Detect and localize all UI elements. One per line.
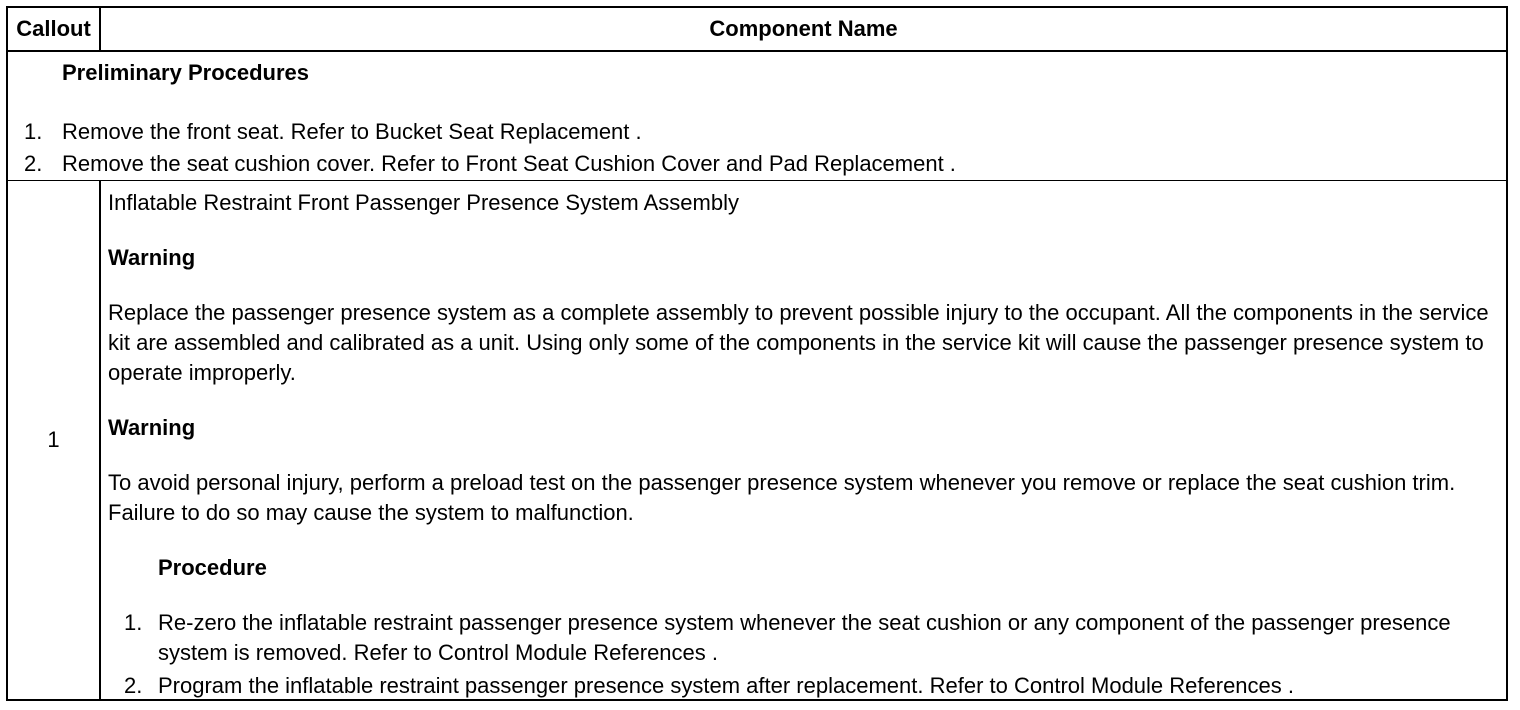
list-item: [108, 671, 1498, 701]
callout-column-header: Callout: [8, 8, 101, 50]
warning-text: To avoid personal injury, perform a preload test on the passenger presence system whenever you remove or replace the seat cushion trim. Failure to do so may cause the system to malfunction.: [108, 470, 1456, 525]
warning-heading: Warning: [108, 245, 196, 270]
procedure-table: [6, 6, 1508, 701]
step-number: 2.: [24, 151, 43, 176]
warning-text: Replace the passenger presence system as a complete assembly to prevent possible injury to the occupant. All the components in the service kit are assembled and calibrated as a unit. Using only some of the components in the service kit will cause the passenger presence system to operate improperly.: [108, 300, 1489, 385]
step-text: Re-zero the inflatable restraint passenger presence system whenever the seat cushion or any component of the passenger presence system is removed. Refer to Control Module References .: [158, 610, 1451, 665]
list-item: [8, 116, 956, 148]
preliminary-steps-list: [8, 116, 956, 180]
step-text: Remove the seat cushion cover. Refer to Front Seat Cushion Cover and Pad Replacement .: [62, 151, 956, 176]
list-item: [8, 148, 956, 180]
callout-cell: 1: [8, 180, 101, 699]
list-item: [108, 608, 1498, 668]
step-text: Remove the front seat. Refer to Bucket Seat Replacement .: [62, 119, 642, 144]
step-text: Program the inflatable restraint passenger presence system after replacement. Refer to Control Module References .: [158, 673, 1294, 698]
step-number: 1.: [24, 119, 43, 144]
component-name-column-header: Component Name: [709, 16, 898, 41]
procedure-steps-list: [108, 608, 1498, 704]
step-number: 1.: [124, 610, 143, 635]
preliminary-procedures-title: Preliminary Procedures: [62, 60, 310, 85]
preliminary-procedures-section: [8, 50, 1506, 181]
warning-heading: Warning: [108, 415, 196, 440]
step-number: 2.: [124, 673, 143, 698]
procedure-heading: Procedure: [158, 555, 267, 580]
component-title: Inflatable Restraint Front Passenger Presence System Assembly: [108, 190, 739, 215]
table-header: [8, 8, 1506, 52]
table-row: [8, 180, 1506, 699]
